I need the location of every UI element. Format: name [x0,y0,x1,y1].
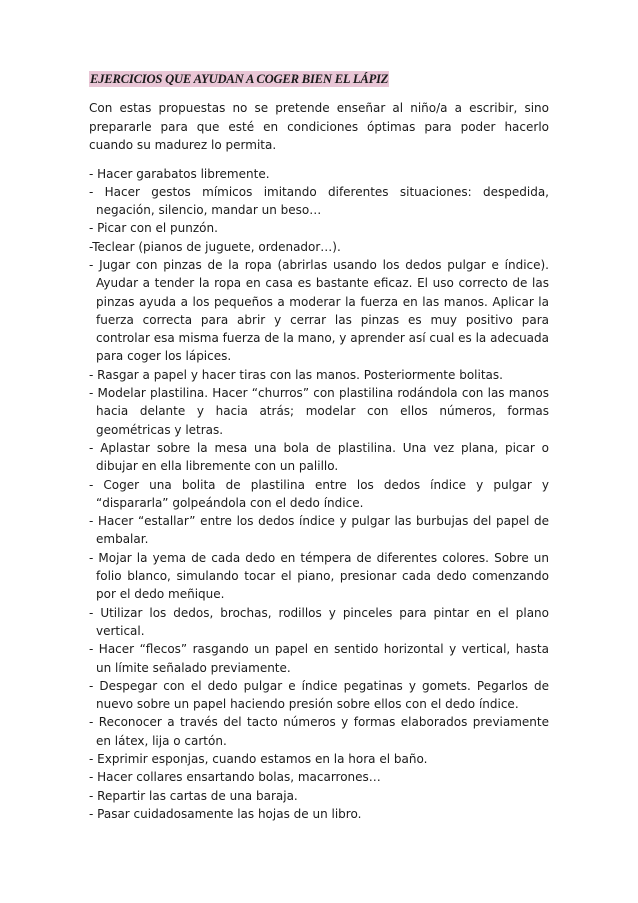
document-title: EJERCICIOS QUE AYUDAN A COGER BIEN EL LÁPIZ [90,72,389,86]
list-item: - Mojar la yema de cada dedo en témpera de diferentes colores. Sobre un folio blanco, simulando tocar el piano, presionar cada dedo comenzando por el dedo meñique. [89,550,549,602]
list-item: -Teclear (pianos de juguete, ordenador…). [89,239,341,254]
list-item: - Hacer garabatos libremente. [89,166,270,181]
list-item: - Rasgar a papel y hacer tiras con las manos. Posteriormente bolitas. [89,367,503,382]
list-item: - Reconocer a través del tacto números y formas elaborados previamente en látex, lija o cartón. [89,715,549,748]
list-item: - Coger una bolita de plastilina entre los dedos índice y pulgar y “dispararla” golpeándola con el dedo índice. [89,477,549,510]
intro-paragraph: Con estas propuestas no se pretende enseñar al niño/a a escribir, sino prepararle para que esté en condiciones óptimas para poder hacerlo cuando su madurez lo permita. [89,101,549,152]
list-item: - Hacer “flecos” rasgando un papel en sentido horizontal y vertical, hasta un límite señalado previamente. [89,642,549,675]
list-item: - Jugar con pinzas de la ropa (abrirlas usando los dedos pulgar e índice). Ayudar a tender la ropa en casa es bastante eficaz. El uso correcto de las pinzas ayuda a los pequeños a moderar la fuerza en las manos. Aplicar la fuerza correcta para abrir y cerrar las pinzas es muy positivo para controlar esa misma fuerza de la mano, y aprender así cual es la adecuada para coger los lápices. [89,257,549,364]
exercise-list [89,165,549,824]
list-item: - Despegar con el dedo pulgar e índice pegatinas y gomets. Pegarlos de nuevo sobre un papel haciendo presión sobre ellos con el dedo índice. [89,678,549,712]
list-item: - Exprimir esponjas, cuando estamos en la hora el baño. [89,752,428,766]
list-item: - Hacer collares ensartando bolas, macarrones… [89,770,381,785]
document-page [89,68,549,823]
list-item: - Utilizar los dedos, brochas, rodillos y pinceles para pintar en el plano vertical. [89,605,549,638]
list-item: - Hacer “estallar” entre los dedos índice y pulgar las burbujas del papel de embalar. [89,514,549,547]
list-item: - Aplastar sobre la mesa una bola de plastilina. Una vez plana, picar o dibujar en ella libremente con un palillo. [89,440,549,474]
list-item: - Hacer gestos mímicos imitando diferentes situaciones: despedida, negación, silencio, mandar un beso… [89,184,549,218]
list-item: - Repartir las cartas de una baraja. [89,788,298,803]
list-item: - Pasar cuidadosamente las hojas de un libro. [89,806,362,821]
list-item: - Modelar plastilina. Hacer “churros” con plastilina rodándola con las manos hacia delante y hacia atrás; modelar con ellos números, formas geométricas y letras. [89,386,549,437]
list-item: - Picar con el punzón. [89,221,218,236]
